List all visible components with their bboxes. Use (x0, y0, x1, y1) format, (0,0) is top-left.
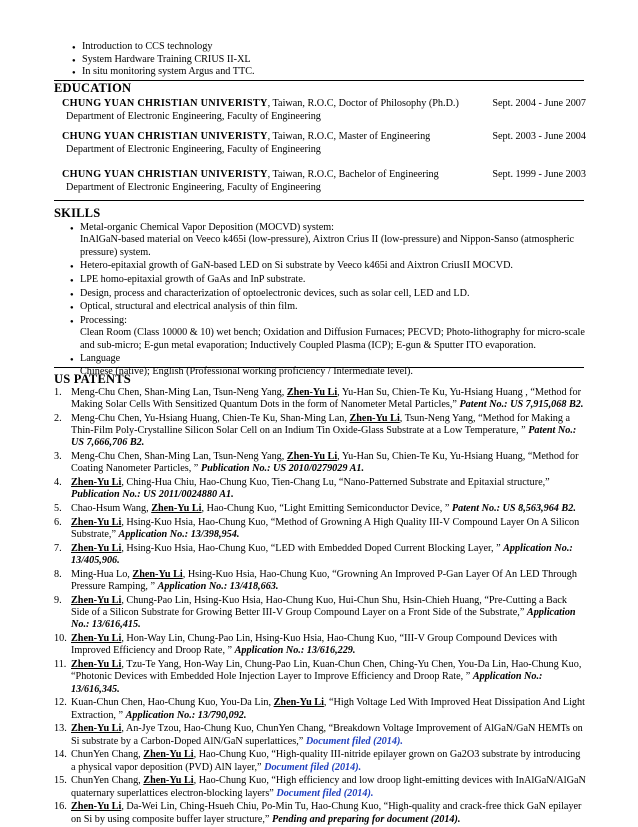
patent-title-text: , Hsing-Kuo Hsia, Hao-Chung Kuo, “Method of Growning A High Quality III-V Compound Layer On A Silicon Substrate,” (71, 517, 580, 541)
education-entry (62, 130, 586, 156)
highlighted-inventor: Zhen-Yu Li (273, 697, 324, 709)
section-divider (54, 367, 584, 368)
patent-authors-before: ChunYen Chang, (71, 775, 144, 787)
highlighted-inventor: Zhen-Yu Li (286, 451, 338, 463)
skill-detail: InAlGaN-based material on Veeco k465i (low-pressure), Aixtron Crius II (low-pressure) and Nippon-Sanso (atmospheric pressure) system. (80, 234, 575, 258)
patent-publication: Application No.: 13/405,906 (71, 543, 573, 567)
patent-end: . (400, 735, 403, 747)
highlighted-inventor: Zhen-Yu Li (349, 413, 400, 424)
patent-publication: Patent No.: US 7,915,068 B2 (459, 399, 581, 411)
patent-item (54, 697, 586, 721)
patent-title-text: , Hsing-Kuo Hsia, Hao-Chung Kuo, “Growning An Improved P-Gan Layer Of An LED Through Pressure Ramping, ” (71, 569, 577, 593)
highlighted-inventor: Zhen-Yu Li (71, 723, 122, 735)
patent-title-text: , Yu-Han Su, Chien-Te Ku, Yu-Hsiang Huang, “Method for Coating Nanometer Particles, ” (71, 451, 579, 475)
patent-title-text: , Hsing-Kuo Hsia, Hao-Chung Kuo, “LED with Embedded Doped Current Blocking Layer, ” (121, 543, 504, 554)
skill-item (54, 301, 586, 313)
patent-publication: Patent No.: US 7,666,706 B2 (71, 425, 577, 449)
patent-number: 7. (54, 543, 62, 554)
patent-number: 11. (54, 659, 67, 671)
skill-head: Metal-organic Chemical Vapor Deposition (MOCVD) system: (80, 222, 334, 233)
patent-end: . (275, 581, 279, 593)
patent-end: . (117, 555, 120, 567)
highlighted-inventor: Zhen-Yu Li (71, 517, 122, 528)
skill-head: Hetero-epitaxial growth of GaN-based LED on Si substrate by Veeco k465i and Aixtron CriusII MOCVD. (80, 260, 513, 272)
patent-item (54, 723, 586, 747)
highlighted-inventor: Zhen-Yu Li (143, 775, 194, 787)
patent-end: . (243, 709, 247, 721)
patent-title-text: , Yu-Han Su, Chien-Te Ku, Yu-Hsiang Huang , “Method for Making Solar Cells With Sensitized Quantum Dots in the form of Nanometer Metal Particles,” (71, 387, 582, 411)
patent-number: 10. (54, 633, 67, 645)
date-range: Sept. 2004 - June 2007 (492, 98, 586, 109)
patent-authors-before: Kuan-Chun Chen, Hao-Chung Kuo, You-Da Lin, (71, 697, 274, 709)
patent-end: . (117, 683, 120, 695)
patent-publication: Pending and preparing for document (2014) (271, 813, 458, 825)
patent-end: . (370, 787, 374, 799)
patent-number: 15. (54, 775, 67, 787)
patent-title-text: , Ching-Hua Chiu, Hao-Chung Kuo, Tien-Chang Lu, “Nano-Patterned Substrate and Epitaxial structure,” (121, 477, 550, 489)
patent-item (54, 749, 586, 773)
patent-number: 6. (54, 517, 62, 528)
patent-item (54, 543, 586, 567)
patent-title-text: , An-Jye Tzou, Hao-Chung Kuo, ChunYen Chang, “Breakdown Voltage Improvement of AlGaN/GaN HEMTs on Si substrate by a Carbon-Doped AlN/GaN superlattices,” (71, 723, 583, 747)
department-text: Department of Electronic Engineering, Faculty of Engineering (66, 182, 321, 194)
degree-text: , Taiwan, R.O.C, Bachelor of Engineering (267, 169, 439, 180)
skill-head: Optical, structural and electrical analysis of thin film. (80, 301, 298, 313)
skills-list (54, 222, 586, 379)
patent-number: 9. (54, 595, 62, 606)
patent-end: . (231, 489, 234, 501)
patent-publication: Application No.: 13/418,663 (157, 581, 276, 593)
highlighted-inventor: Zhen-Yu Li (143, 749, 194, 761)
patent-title-text: , Hon-Way Lin, Chung-Pao Lin, Hsing-Kuo Hsia, Hao-Chung Kuo, “III-V Group Compound Devices with Improved Efficiency and Droop Rate, ” (71, 633, 558, 657)
highlighted-inventor: Zhen-Yu Li (132, 569, 183, 580)
highlighted-inventor: Zhen-Yu Li (151, 503, 202, 515)
highlighted-inventor: Zhen-Yu Li (286, 387, 338, 398)
section-divider (54, 200, 584, 201)
date-range: Sept. 2003 - June 2004 (492, 131, 586, 142)
patent-item (54, 595, 586, 632)
patent-publication: Document filed (2014) (264, 761, 359, 773)
patent-publication: Patent No.: US 8,563,964 B2 (451, 503, 574, 515)
patent-authors-before: Chao-Hsum Wang, (71, 503, 152, 515)
skill-item (54, 353, 586, 378)
patent-publication: Application No.: 13/616,415 (71, 607, 576, 631)
patent-item (54, 517, 586, 541)
highlighted-inventor: Zhen-Yu Li (71, 477, 122, 489)
patent-number: 8. (54, 569, 62, 580)
patent-end: . (457, 813, 461, 825)
skill-detail: Chinese (native); English (Professional working proficiency / Intermediate level). (80, 365, 413, 377)
patent-number: 5. (54, 503, 62, 515)
patent-item (54, 659, 586, 696)
skill-item (54, 274, 586, 286)
patent-item (54, 413, 586, 450)
patent-end: . (138, 619, 141, 631)
patent-item (54, 633, 586, 657)
patent-title-text: , Hao-Chung Kuo, “Light Emitting Semiconductor Device, ” (201, 503, 452, 515)
school-name: CHUNG YUAN CHRISTIAN UNIVERISTY (62, 98, 268, 109)
patent-number: 4. (54, 477, 62, 489)
skill-item (54, 260, 586, 272)
patent-authors-before: Meng-Chu Chen, Yu-Hsiang Huang, Chien-Te Ku, Shan-Ming Lan, (71, 413, 350, 424)
highlighted-inventor: Zhen-Yu Li (71, 543, 122, 554)
degree-text: , Taiwan, R.O.C, Master of Engineering (267, 131, 431, 142)
education-heading: EDUCATION (54, 81, 132, 95)
patent-publication: Document filed (2014) (276, 787, 371, 799)
patent-number: 1. (54, 387, 62, 398)
patent-title-text: , Tsun-Neng Yang, “Method for Making a Thin-Film Poly-Crystalline Silicon Solar Cell on an Indium Tin Oxide-Glass Substrate at a Low Temperature, ” (71, 413, 571, 437)
education-entry (62, 168, 586, 194)
patent-number: 12. (54, 697, 67, 709)
patent-number: 2. (54, 413, 62, 424)
department-text: Department of Electronic Engineering, Faculty of Engineering (66, 144, 321, 156)
degree-text: , Taiwan, R.O.C, Doctor of Philosophy (Ph.D.) (267, 98, 459, 109)
patent-number: 13. (54, 723, 67, 735)
training-list (56, 41, 616, 79)
patent-item (54, 569, 586, 593)
training-item: ● Introduction to CCS technology (56, 41, 616, 54)
school-name: CHUNG YUAN CHRISTIAN UNIVERISTY (62, 131, 268, 142)
patent-title-text: , “High Voltage Led With Improved Heat Dissipation And Light Extraction, ” (71, 697, 585, 721)
patent-end: . (236, 529, 240, 541)
patent-publication: Publication No.: US 2010/0279029 A1 (200, 463, 362, 475)
patent-item (54, 503, 586, 515)
patent-publication: Publication No.: US 2011/0024880 A1 (71, 489, 232, 501)
section-divider (54, 80, 584, 81)
patent-number: 3. (54, 451, 62, 463)
skill-head: Processing: (80, 314, 127, 326)
patent-authors-before: Ming-Hua Lo, (71, 569, 133, 580)
patent-publication: Application No.: 13/616,229 (234, 645, 353, 657)
patent-end: . (573, 503, 576, 515)
patent-end: . (358, 761, 362, 773)
patent-publication: Application No.: 13/790,092 (125, 709, 244, 721)
school-name: CHUNG YUAN CHRISTIAN UNIVERISTY (62, 169, 268, 180)
education-entry (62, 97, 586, 123)
patent-item (54, 387, 586, 411)
patent-number: 16. (54, 801, 67, 813)
patent-end: . (580, 399, 584, 411)
highlighted-inventor: Zhen-Yu Li (71, 595, 122, 606)
patent-title-text: , Tzu-Te Yang, Hon-Way Lin, Chung-Pao Lin, Kuan-Chun Chen, Ching-Yu Chen, You-Da Lin, Hao-Chung Kuo, “Photonic Devices with Embedded Hole Injection Layer to Improve Efficiency and Droop Rate, ” (71, 659, 582, 683)
patent-end: . (352, 645, 356, 657)
skill-head: LPE homo-epitaxial growth of GaAs and InP substrate. (80, 274, 306, 285)
skills-heading: SKILLS (54, 206, 101, 220)
patent-authors-before: Meng-Chu Chen, Shan-Ming Lan, Tsun-Neng Yang, (71, 387, 287, 398)
department-text: Department of Electronic Engineering, Faculty of Engineering (66, 111, 321, 123)
training-item: ● In situ monitoring system Argus and TTC. (56, 66, 616, 79)
highlighted-inventor: Zhen-Yu Li (71, 633, 122, 645)
patent-item (54, 801, 586, 825)
patent-end: . (361, 463, 365, 475)
date-range: Sept. 1999 - June 2003 (492, 169, 586, 180)
skill-head: Language (80, 353, 121, 365)
patents-heading: US PATENTS (54, 372, 131, 386)
patent-publication: Application No.: 13/616,345 (71, 671, 543, 695)
patent-authors-before: Meng-Chu Chen, Shan-Ming Lan, Tsun-Neng Yang, (71, 451, 287, 463)
skill-item (54, 288, 586, 300)
patent-title-text: , Da-Wei Lin, Ching-Hsueh Chiu, Po-Min Tu, Hao-Chung Kuo, “High-quality and crack-free thick GaN epilayer on Si by using composite buffer layer structure,” (71, 801, 582, 825)
patent-title-text: , Chung-Pao Lin, Hsing-Kuo Hsia, Hao-Chung Kuo, Hui-Chun Shu, Hsin-Chieh Huang, “Pre-Cutting a Back Side of a Silicon Substrate for Growing Better III-V Group Compound Layer on a Front Side of the Substrate,” (71, 595, 567, 619)
patent-end: . (141, 437, 145, 449)
patent-publication: Document filed (2014) (305, 735, 401, 747)
patent-title-text: , Hao-Chung Kuo, “High efficiency and low droop light-emitting devices with InAlGaN/AlGaN quaternary superlattices electron-blocking layers” (71, 775, 586, 799)
skill-item (54, 315, 586, 352)
patent-item (54, 477, 586, 501)
skill-head: Design, process and characterization of optoelectronic devices, such as solar cell, LED and LD. (80, 287, 470, 299)
highlighted-inventor: Zhen-Yu Li (71, 659, 122, 671)
patents-list (54, 387, 586, 827)
patent-item (54, 451, 586, 475)
training-item: ● System Hardware Training CRIUS II-XL (56, 54, 616, 67)
patent-item (54, 775, 586, 799)
patent-publication: Application No.: 13/398,954 (118, 529, 237, 541)
highlighted-inventor: Zhen-Yu Li (71, 801, 122, 813)
skill-detail: Clean Room (Class 10000 & 10) wet bench; Oxidation and Diffusion Furnaces; PECVD; Photo-lithography for micro-scale and sub-micro; E-gun metal evaporation; Inductively Coupled Plasma (ICP); E-gun & Sputter ITO evaporation. (80, 327, 585, 351)
patent-authors-before: ChunYen Chang, (71, 749, 144, 761)
patent-title-text: , Hao-Chung Kuo, “High-quality III-nitride epilayer grown on Ga2O3 substrate by introducing a physical vapor deposition (PVD) AlN layer,” (71, 749, 581, 773)
patent-number: 14. (54, 749, 67, 761)
skill-item (54, 222, 586, 259)
